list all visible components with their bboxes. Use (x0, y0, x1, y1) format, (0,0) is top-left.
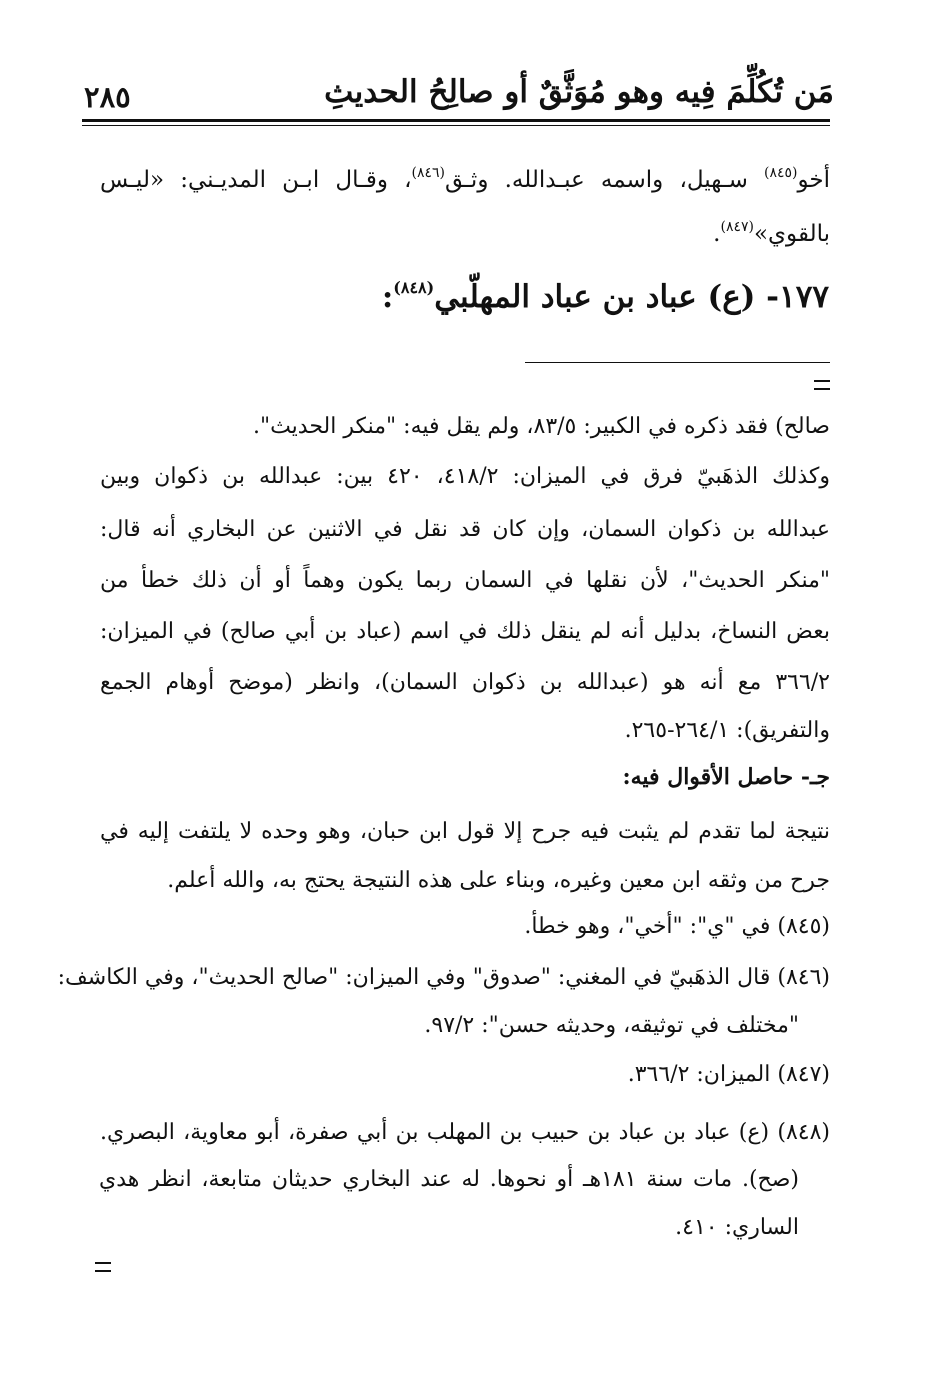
entry-name: عباد بن عباد المهلّبي (434, 279, 697, 315)
footnote-ref-847: (٨٤٧) (720, 219, 754, 235)
footnote-cont-line-9: جرح من وثقه ابن معين وغيره، وبناء على هذه النتيجة يحتج به، والله أعلم. (167, 868, 830, 893)
footnote-ref-848: (٨٤٨) (393, 278, 435, 297)
footnote-848-line-1: (٨٤٨) (ع) عباد بن عباد بن حبيب بن المهلب بن أبي صفرة، أبو معاوية، البصري. (100, 1120, 830, 1145)
footnote-cont-line-4: "منكر الحديث"، لأن نقلها في السمان ربما يكون وهماً أو أن ذلك خطأ من (100, 568, 830, 593)
body-line-2: بالقوي»$^{(٨٤٧)}$. (713, 219, 830, 247)
body-line-1: أخو$^{(٨٤٥)}$ سـهيل، واسمه عبـدالله. وثـق$^{(٨٤٦)}$، وقـال ابـن المديـني: «ليـس (100, 165, 830, 193)
entry-heading-177: ١٧٧- (ع) عباد بن عباد المهلّبي$^{(٨٤٨)}$: (381, 278, 829, 315)
footnote-cont-line-3: عبدالله بن ذكوان السمان، وإن كان قد نقل في الاثنين عن البخاري أنه قال: (100, 517, 830, 542)
footnote-ref-846: (٨٤٦) (411, 165, 446, 181)
entry-code: (ع) (707, 279, 756, 315)
entry-number: ١٧٧- (766, 279, 829, 315)
footnote-separator (525, 362, 830, 363)
footnote-cont-line-7: والتفريق): ٢٦٤/١-٢٦٥. (624, 718, 830, 743)
footnote-cont-line-6: ٣٦٦/٢ مع أنه هو (عبدالله بن ذكوان السمان)، وانظر (موضح أوهام الجمع (100, 670, 830, 695)
footnote-848-line-2: (صح). مات سنة ١٨١هـ أو نحوها. له عند البخاري حديثان متابعة، انظر هدي (99, 1167, 799, 1192)
section-heading-summary: جـ- حاصل الأقوال فيه: (622, 764, 830, 790)
footnote-846-line-2: "مختلف في توثيقه، وحديثه حسن": ٩٧/٢. (424, 1013, 799, 1038)
continuation-mark-top (814, 380, 830, 390)
footnote-848-line-3: الساري: ٤١٠. (675, 1215, 799, 1240)
footnote-cont-line-1: صالح) فقد ذكره في الكبير: ٨٣/٥، ولم يقل فيه: "منكر الحديث". (252, 414, 830, 439)
footnote-846-line-1: (٨٤٦) قال الذهَبيّ في المغني: "صدوق" وفي الميزان: "صالح الحديث"، وفي الكاشف: (57, 965, 830, 990)
footnote-cont-line-2: وكذلك الذهَبيّ فرق في الميزان: ٤١٨/٢، ٤٢٠ بين: عبدالله بن ذكوان وبين (100, 464, 830, 489)
running-title: مَن تُكُلِّمَ فِيه وهو مُوَثَّقٌ أو صالِحُ الحديثِ (324, 74, 834, 110)
footnote-cont-line-5: بعض النساخ، بدليل أنه لم ينقل ذلك في اسم (عباد بن أبي صالح) في الميزان: (100, 619, 830, 644)
footnote-ref-845: (٨٤٥) (764, 165, 798, 181)
header-rule-thick (82, 119, 830, 122)
page-number: ٢٨٥ (84, 80, 131, 114)
continuation-mark-bottom (95, 1262, 111, 1272)
footnote-cont-line-8: نتيجة لما تقدم لم يثبت فيه جرح إلا قول ابن حبان، وهو وحده لا يلتفت إليه في (100, 819, 830, 844)
footnote-847: (٨٤٧) الميزان: ٣٦٦/٢. (627, 1062, 830, 1087)
header-rule-thin (82, 125, 830, 126)
footnote-845: (٨٤٥) في "ي": "أخي"، وهو خطأ. (524, 914, 830, 939)
